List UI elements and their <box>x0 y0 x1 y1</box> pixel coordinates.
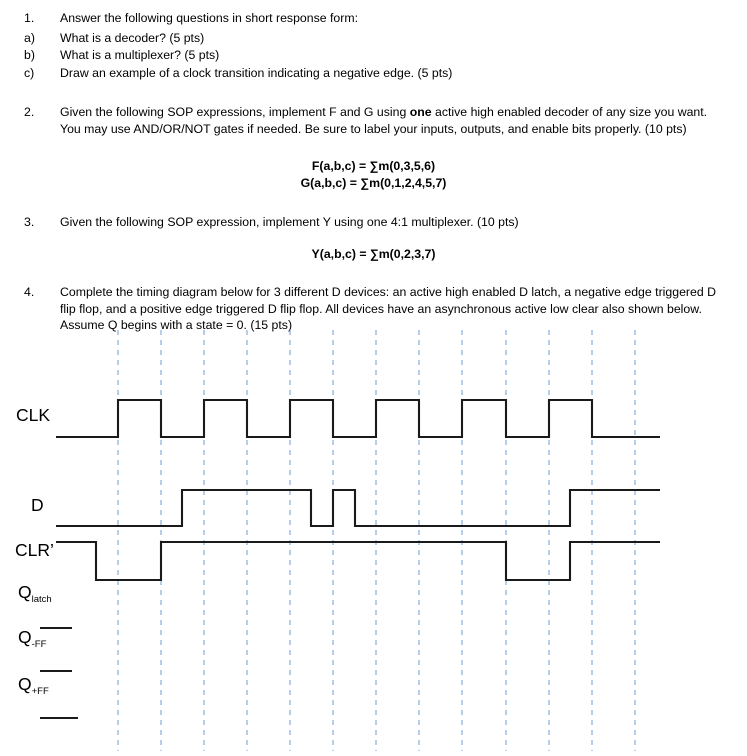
question-2-number: 2. <box>24 105 35 119</box>
signal-label-qposff-text: Q <box>18 674 32 694</box>
timing-diagram <box>0 330 747 751</box>
question-3-number: 3. <box>24 215 35 229</box>
question-1 <box>24 10 724 27</box>
d-waveform <box>56 490 660 526</box>
signal-label-d <box>31 495 44 516</box>
question-1c <box>24 65 724 82</box>
question-1b <box>24 47 724 64</box>
question-3-text: Given the following SOP expression, implement Y using one 4:1 multiplexer. (10 pts) <box>60 215 519 229</box>
signal-label-qlatch <box>18 582 52 603</box>
signal-label-qposff <box>18 674 49 695</box>
signal-label-d-text: D <box>31 495 44 515</box>
signal-label-clk <box>16 405 50 426</box>
question-2 <box>24 104 730 137</box>
signal-label-clr-text: CLR’ <box>15 540 54 560</box>
question-4-text: Complete the timing diagram below for 3 different D devices: an active high enabled D latch, a negative edge triggered D flip flop, and a positive edge triggered D flip flop. All devices have an asynchronous active low clear also shown below. Assume Q begins with a state = 0. (15 pts) <box>60 285 716 333</box>
signal-label-qlatch-text: Q <box>18 582 32 602</box>
question-3 <box>24 214 730 231</box>
gridlines <box>118 330 635 751</box>
clk-waveform <box>56 400 660 437</box>
question-1c-number: c) <box>24 66 35 80</box>
question-2-equation-g: G(a,b,c) = ∑m(0,1,2,4,5,7) <box>300 176 447 190</box>
signal-label-clk-text: CLK <box>16 405 51 425</box>
question-3-equation-y: Y(a,b,c) = ∑m(0,2,3,7) <box>311 247 436 261</box>
question-1-number: 1. <box>24 11 35 25</box>
question-1c-text: Draw an example of a clock transition indicating a negative edge. (5 pts) <box>60 66 453 80</box>
signal-label-qlatch-sub: latch <box>31 594 52 605</box>
question-1a-number: a) <box>24 31 35 45</box>
question-1b-number: b) <box>24 48 35 62</box>
question-1b-text: What is a multiplexer? (5 pts) <box>60 48 220 62</box>
signal-label-qposff-sub: +FF <box>31 686 49 697</box>
question-1-text: Answer the following questions in short response form: <box>60 11 359 25</box>
timing-diagram-svg <box>0 330 747 751</box>
question-4 <box>24 284 732 334</box>
signal-label-clr <box>15 540 54 561</box>
question-4-number: 4. <box>24 285 35 299</box>
question-2-equation-f: F(a,b,c) = ∑m(0,3,5,6) <box>311 159 436 173</box>
question-1a-text: What is a decoder? (5 pts) <box>60 31 205 45</box>
signal-label-qnegff <box>18 627 46 648</box>
signal-label-qnegff-sub: -FF <box>31 639 47 650</box>
clr-waveform <box>56 542 660 580</box>
question-1a <box>24 30 724 47</box>
question-2-text: Given the following SOP expressions, implement F and G using one active high enabled decoder of any size you want. You may use AND/OR/NOT gates if needed. Be sure to label your inputs, outputs, and enable bits properly. (10 pts) <box>60 105 708 136</box>
signal-label-qnegff-text: Q <box>18 627 32 647</box>
